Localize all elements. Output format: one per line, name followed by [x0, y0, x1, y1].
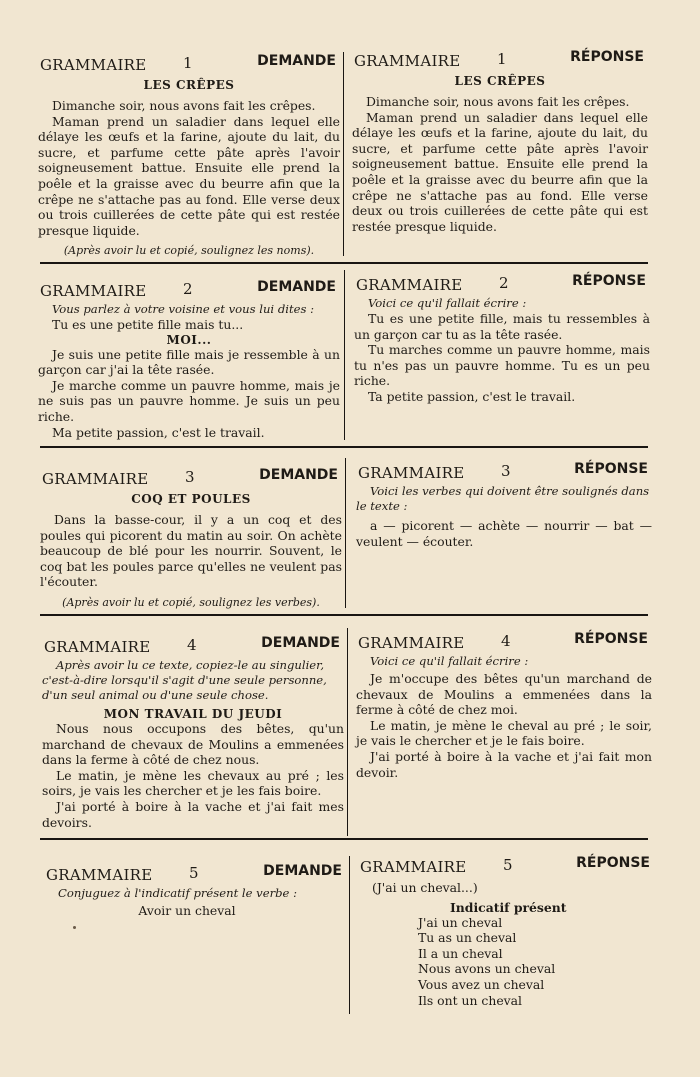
instruction: Après avoir lu ce texte, copiez-le au singulier, c'est-à-dire lorsqu'il s'agit d'une seule personne, d'un seul animal ou d'une seule chose.	[42, 658, 327, 702]
paragraph: Dimanche soir, nous avons fait les crêpes.	[52, 98, 316, 113]
answer-4	[356, 632, 652, 780]
question-2	[38, 280, 340, 440]
section-rule	[40, 614, 648, 616]
text-title: MOI...	[166, 332, 212, 347]
exercise-header	[358, 856, 654, 878]
exercise-text	[40, 512, 342, 590]
exercise-header	[354, 274, 650, 296]
exercise-header	[38, 280, 340, 302]
paragraph: a — picorent — achète — nourrir — bat — veulent — écouter.	[356, 518, 652, 549]
subject-label: GRAMMAIRE	[44, 638, 151, 656]
kind-label: RÉPONSE	[572, 273, 646, 289]
text-title: LES CRÊPES	[143, 78, 235, 92]
exercise-header	[356, 462, 652, 484]
exercise-header	[44, 864, 346, 886]
instruction: Voici les verbes qui doivent être soulignés dans le texte :	[356, 484, 650, 513]
kind-label: DEMANDE	[259, 467, 338, 483]
conjugation-line: Vous avez un cheval	[418, 976, 545, 992]
exercise-number: 3	[185, 468, 195, 486]
paragraph: Dans la basse-cour, il y a un coq et des poules qui picorent du matin au soir. On achète beaucoup de blé pour les nourrir. Souvent, le coq bat les poules parce qu'elles ne veulent pas l'écouter.	[40, 512, 342, 590]
section-rule	[40, 838, 648, 840]
exercise-header	[42, 636, 344, 658]
paragraph: Maman prend un saladier dans lequel elle délaye les œufs et la farine, ajoute du lait, du sucre, et parfume cette pâte après l'avoir soigneusement battue. Ensuite elle prend la poêle et la graisse avec du beurre afin que la crêpe ne s'attache pas au fond. Elle verse deux ou trois cuillerées de cette pâte qui est restée presque liquide.	[38, 113, 340, 238]
exercise-text	[352, 94, 648, 234]
exercise-5	[36, 855, 650, 1014]
answer-2	[354, 274, 650, 405]
conjugation-line: Tu as un cheval	[418, 930, 517, 946]
instruction-note: (Après avoir lu et copié, soulignez les noms).	[63, 244, 315, 258]
kind-label: DEMANDE	[263, 863, 342, 879]
subject-label: GRAMMAIRE	[356, 276, 463, 294]
paragraph: J'ai porté à boire à la vache et j'ai fait mon devoir.	[356, 748, 652, 780]
exercise-2	[36, 273, 650, 442]
exercise-number: 1	[497, 50, 507, 68]
exercise-text	[356, 518, 652, 549]
instruction: Voici ce qu'il fallait écrire :	[368, 296, 527, 310]
section-rule	[40, 446, 648, 448]
answer-5	[358, 856, 654, 1008]
exercise-number: 3	[501, 462, 511, 480]
answer-3	[356, 462, 652, 549]
instruction-note: (Après avoir lu et copié, soulignez les verbes).	[62, 595, 320, 609]
tense-title: Indicatif présent	[450, 899, 567, 915]
paragraph: Je suis une petite fille mais je ressemble à un garçon car j'ai la tête rasée.	[38, 346, 340, 378]
exercise-number: 4	[501, 632, 511, 650]
kind-label: DEMANDE	[257, 279, 336, 295]
example-line: (J'ai un cheval...)	[372, 880, 478, 895]
paragraph: Ma petite passion, c'est le travail.	[52, 424, 265, 440]
exercise-number: 4	[187, 636, 197, 654]
question-4	[42, 636, 344, 830]
question-3	[40, 468, 342, 609]
paragraph: Le matin, je mène les chevaux au pré ; les soirs, je vais les chercher et je les fais boire.	[42, 767, 344, 799]
question-1	[38, 54, 340, 257]
conjugation-line: Nous avons un cheval	[418, 961, 556, 977]
kind-label: DEMANDE	[257, 53, 336, 69]
exercise-number: 5	[189, 864, 199, 882]
subject-label: GRAMMAIRE	[40, 56, 147, 74]
exercise-1	[36, 49, 648, 260]
conjugation-line: Il a un cheval	[418, 945, 503, 961]
paragraph: Dimanche soir, nous avons fait les crêpes.	[366, 94, 630, 109]
paragraph: Le matin, je mène le cheval au pré ; le soir, je vais le chercher et je le fais boire.	[356, 717, 652, 749]
paragraph: Tu es une petite fille, mais tu ressembles à un garçon car tu as la tête rasée.	[354, 311, 650, 342]
paragraph: Ta petite passion, c'est le travail.	[368, 388, 576, 404]
exercise-number: 2	[183, 280, 193, 298]
paragraph: Tu marches comme un pauvre homme, mais tu n'es pas un pauvre homme. Tu es un peu riche.	[354, 342, 650, 389]
subject-label: GRAMMAIRE	[46, 866, 153, 884]
instruction: Vous parlez à votre voisine et vous lui dites :	[52, 302, 315, 316]
kind-label: RÉPONSE	[574, 631, 648, 647]
exercise-number: 5	[503, 856, 513, 874]
conjugation-list	[418, 915, 654, 1009]
answer-1	[352, 50, 648, 234]
subject-label: GRAMMAIRE	[42, 470, 149, 488]
exercise-header	[356, 632, 652, 654]
exercise-text	[42, 721, 344, 830]
paragraph: J'ai porté à boire à la vache et j'ai fait mes devoirs.	[42, 798, 344, 830]
exercise-text	[356, 671, 652, 780]
exercise-text	[38, 347, 340, 441]
exercise-3	[36, 461, 652, 612]
verb-prompt: Avoir un cheval	[138, 903, 236, 918]
conjugation-line: J'ai un cheval	[418, 914, 503, 930]
paragraph: Nous nous occupons des bêtes, qu'un marchand de chevaux de Moulins a emmenées dans la ferme à côté de chez nous.	[42, 721, 344, 768]
question-5	[44, 864, 346, 919]
kind-label: DEMANDE	[261, 635, 340, 651]
exercise-text	[38, 98, 340, 238]
subject-label: GRAMMAIRE	[360, 858, 467, 876]
exercise-header	[352, 50, 648, 72]
paragraph: Je marche comme un pauvre homme, mais je ne suis pas un pauvre homme. Je suis un peu riche.	[38, 377, 340, 424]
text-title: COQ ET POULES	[131, 492, 251, 506]
prompt-line: Tu es une petite fille mais tu...	[52, 317, 244, 332]
section-rule	[40, 262, 648, 264]
subject-label: GRAMMAIRE	[358, 464, 465, 482]
exercise-header	[40, 468, 342, 490]
text-title: LES CRÊPES	[454, 74, 546, 88]
exercise-number: 1	[183, 54, 193, 72]
exercise-4	[36, 631, 652, 836]
kind-label: RÉPONSE	[576, 855, 650, 871]
subject-label: GRAMMAIRE	[354, 52, 461, 70]
ink-speck	[73, 926, 76, 929]
text-title: MON TRAVAIL DU JEUDI	[103, 707, 283, 721]
exercise-text	[354, 311, 650, 405]
exercise-header	[38, 54, 340, 76]
instruction: Voici ce qu'il fallait écrire :	[370, 654, 529, 668]
paragraph: Je m'occupe des bêtes qu'un marchand de chevaux de Moulins a emmenées dans la ferme à côté de chez moi.	[356, 671, 652, 718]
subject-label: GRAMMAIRE	[40, 282, 147, 300]
kind-label: RÉPONSE	[570, 49, 644, 65]
conjugation-line: Ils ont un cheval	[418, 992, 523, 1008]
subject-label: GRAMMAIRE	[358, 634, 465, 652]
paragraph: Maman prend un saladier dans lequel elle délaye les œufs et la farine, ajoute du lait, du sucre, et parfume cette pâte après l'avoir soigneusement battue. Ensuite elle prend la poêle et la graisse avec du beurre afin que la crêpe ne s'attache pas au fond. Elle verse deux ou trois cuillerées de cette pâte qui est restée presque liquide.	[352, 109, 648, 234]
kind-label: RÉPONSE	[574, 461, 648, 477]
instruction: Conjuguez à l'indicatif présent le verbe :	[58, 886, 297, 900]
exercise-number: 2	[499, 274, 509, 292]
